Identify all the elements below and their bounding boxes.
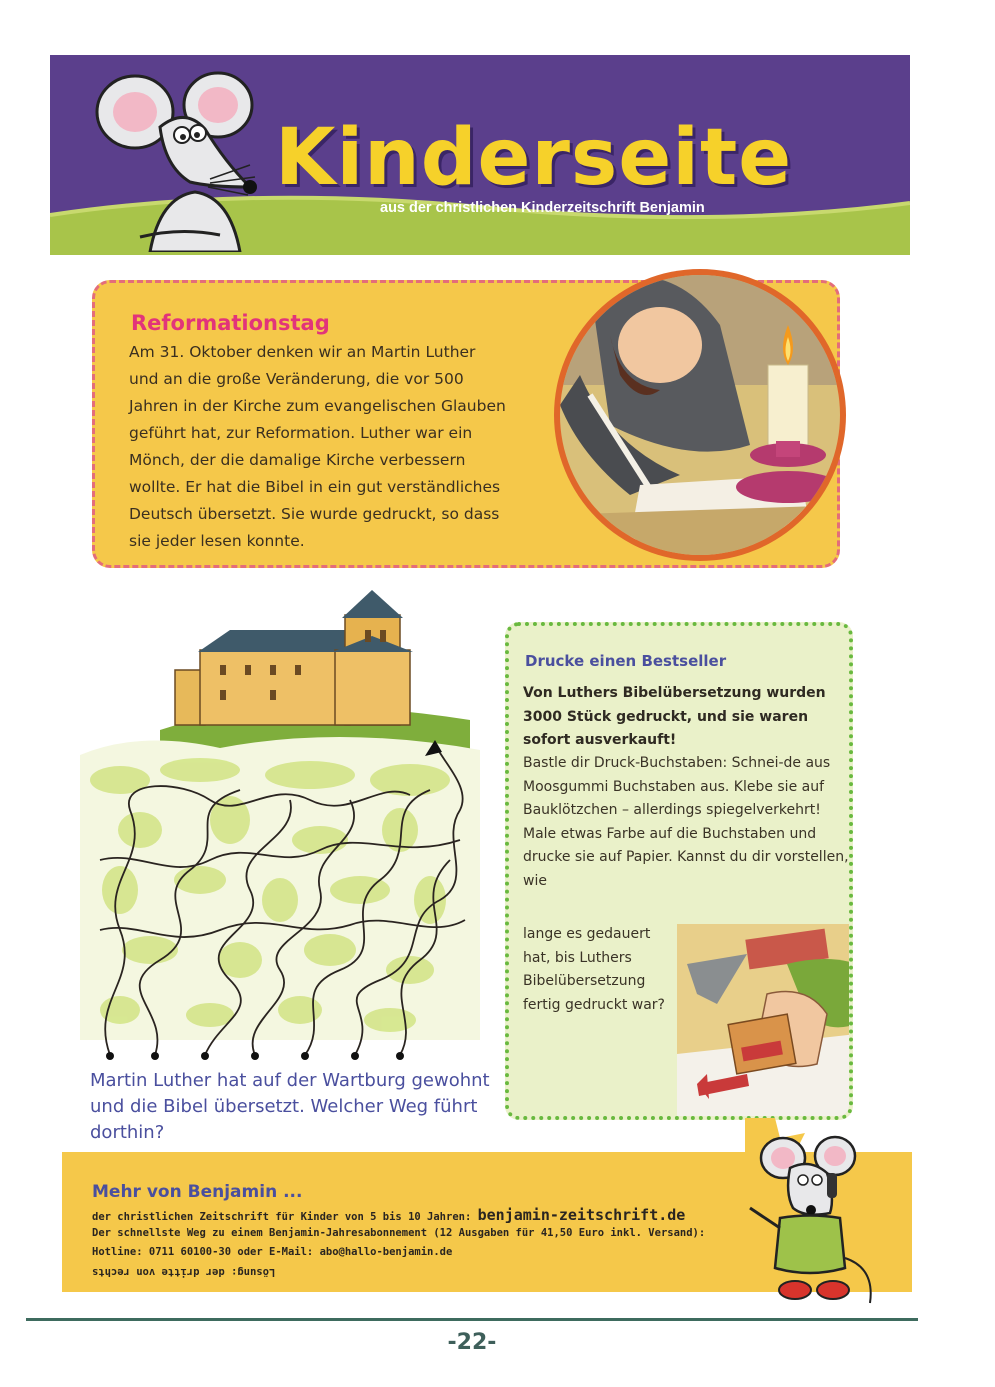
stamp-printing-illustration-icon <box>677 924 853 1120</box>
bestseller-text: Bastle dir Druck-Buchstaben: Schnei-de aus Moosgummi Buchstaben aus. Klebe sie auf Bauklötzchen – allerdings spiegelverkehrt! Male etwas Farbe auf die Buchstaben und drucke sie auf Papier. Kannst du dir vorstellen, wie <box>523 755 849 889</box>
page-subtitle: aus der christlichen Kinderzeitschrift Benjamin <box>380 200 705 216</box>
header-banner <box>50 55 910 255</box>
bestseller-title: Drucke einen Bestseller <box>525 652 727 670</box>
footer-line-1 <box>92 1206 685 1224</box>
reformation-text: Am 31. Oktober denken wir an Martin Luther und an die große Veränderung, die vor 500 Jahren in der Kirche zum evangelischen Glauben geführt hat, zur Reformation. Luther war ein Mönch, der die damalige Kirche verbessern wollte. Er hat die Bibel in ein gut verständliches Deutsch übersetzt. Sie wurde gedruckt, so dass sie jeder lesen konnte. <box>129 343 506 550</box>
maze-solution-upside-down: Lösung: der dritte von rechts <box>92 1266 276 1278</box>
page-title: Kinderseite <box>275 113 793 203</box>
footer-line-1-text: der christlichen Zeitschrift für Kinder von 5 bis 10 Jahren: <box>92 1211 472 1223</box>
bestseller-lead: Von Luthers Bibelübersetzung wurden 3000 Stück gedruckt, und sie waren sofort ausverkauft! <box>523 685 826 748</box>
wartburg-castle-icon <box>160 590 470 755</box>
reformation-title: Reformationstag <box>131 311 330 335</box>
maze-caption: Martin Luther hat auf der Wartburg gewohnt und die Bibel übersetzt. Welcher Weg führt dorthin? <box>90 1070 490 1143</box>
bestseller-text-end: lange es gedauert hat, bis Luthers Bibelübersetzung fertig gedruckt war? <box>523 926 665 1013</box>
reformation-box <box>92 280 840 568</box>
footer-url-link[interactable]: benjamin-zeitschrift.de <box>477 1206 686 1224</box>
footer-line-2: Der schnellste Weg zu einem Benjamin-Jahresabonnement (12 Ausgaben für 41,50 Euro inkl. Versand): <box>92 1227 706 1239</box>
footer-title: Mehr von Benjamin ... <box>92 1182 303 1202</box>
luther-writing-illustration-icon <box>550 265 850 565</box>
mouse-phone-mascot-icon <box>735 1118 885 1308</box>
footer-line-3: Hotline: 0711 60100-30 oder E-Mail: abo@hallo-benjamin.de <box>92 1246 453 1258</box>
maze-illustration-icon <box>80 580 480 1060</box>
mouse-mascot-icon <box>90 67 260 252</box>
bottom-rule <box>26 1318 918 1321</box>
page-number: -22- <box>447 1330 497 1355</box>
bestseller-box <box>505 622 853 1120</box>
